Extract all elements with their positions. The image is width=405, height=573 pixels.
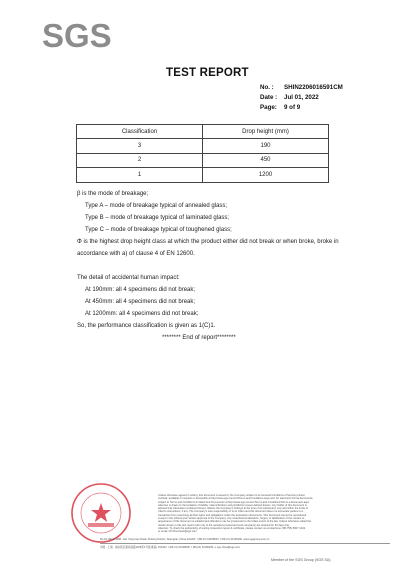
inspection-stamp [70, 482, 132, 544]
report-number: No. : SHIN2206016591CM [260, 84, 343, 91]
report-date: Date : Jul 01, 2022 [260, 94, 319, 101]
table-cell: 190 [203, 139, 329, 153]
address-chinese: 中国 · 上海 · 浦东新区建杨高路1188弄1号楼 邮编: 201203 t (86-21) 61158000 f (86-21) 61156296 e sgs.china@sgs.com [100, 546, 241, 549]
conclusion: So, the performance classification is given as 1(C)1. [77, 323, 216, 329]
table-cell: 1 [77, 168, 203, 182]
type-b-definition: Type B – mode of breakage typical of laminated glass; [85, 215, 230, 221]
type-c-definition: Type C – mode of breakage typical of toughened glass; [85, 227, 232, 233]
table-cell: 1200 [203, 168, 329, 182]
sgs-logo [42, 16, 112, 52]
table-row [77, 139, 329, 153]
table-cell: 2 [77, 153, 203, 167]
table-header-row [77, 125, 329, 139]
member-statement: Member of the SGS Group (SGS SA) [271, 558, 331, 562]
footer-divider [100, 543, 390, 544]
logo-text: SGS [42, 17, 112, 52]
detail-title: The detail of accidental human impact: [77, 275, 180, 281]
header-classification: Classification [77, 125, 203, 139]
result-450mm: At 450mm: all 4 specimens did not break; [85, 299, 196, 305]
phi-definition-line1: Φ is the highest drop height class at which the product either did not break or when broke, broke in [77, 239, 339, 245]
type-a-definition: Type A – mode of breakage typical of annealed glass; [85, 203, 228, 209]
table-cell: 3 [77, 139, 203, 153]
end-of-report: ******** End of report******** [162, 335, 236, 341]
phi-definition-line2: accordance with a) of clause 4 of EN 12600. [77, 251, 195, 257]
beta-definition: β is the mode of breakage; [77, 191, 149, 197]
table-cell: 450 [203, 153, 329, 167]
table-row [77, 168, 329, 182]
report-title: TEST REPORT [166, 67, 249, 79]
result-1200mm: At 1200mm: all 4 specimens did not break; [85, 311, 199, 317]
disclaimer: Unless otherwise agreed in writing, this document is issued by the Company subject to its General Conditions of Service printed overleaf, available on request or accessible at http://www.sgs.com/en/Terms-and-Conditions.aspx and, for electronic format documents, subject to Terms and Conditions for Electronic Documents at http://www.sgs.com/en/Terms-and-Conditions/Terms-e-Document.aspx. Attention is drawn to the limitation of liability, indemnification and jurisdiction issues defined therein. Any holder of this document is advised that information contained hereon reflects the Company's findings at the time of its intervention only and within the limits of Client's instructions, if any. The Company's sole responsibility is to its Client and this document does not exonerate parties to a transaction from exercising all their rights and obligations under the transaction documents. This document cannot be reproduced except in full, without prior written approval of the Company. Any unauthorized alteration, forgery or falsification of the content or appearance of this document is unlawful and offenders may be prosecuted to the fullest extent of the law. Unless otherwise stated the results shown in this test report refer only to the sample(s) tested and such sample(s) are retained for 30 days only. Attention: To check the authenticity of testing /inspection report & certificate, please contact us at telephone: (86-755) 8307 1443, or email: CN.Doccheck@sgs.com [158, 494, 314, 534]
table-row [77, 153, 329, 167]
report-page: Page: 9 of 9 [260, 104, 301, 111]
drop-height-table [76, 124, 329, 183]
address-english: No.33, Block 1188, Jian Yang Gao Road, Pudong District, Shanghai, China 201203 t (86-21) 61158000 f (86-21) 61156296 www.sgsgroup.com.cn [100, 538, 270, 541]
result-190mm: At 190mm: all 4 specimens did not break; [85, 287, 196, 293]
header-drop-height: Drop height (mm) [203, 125, 329, 139]
